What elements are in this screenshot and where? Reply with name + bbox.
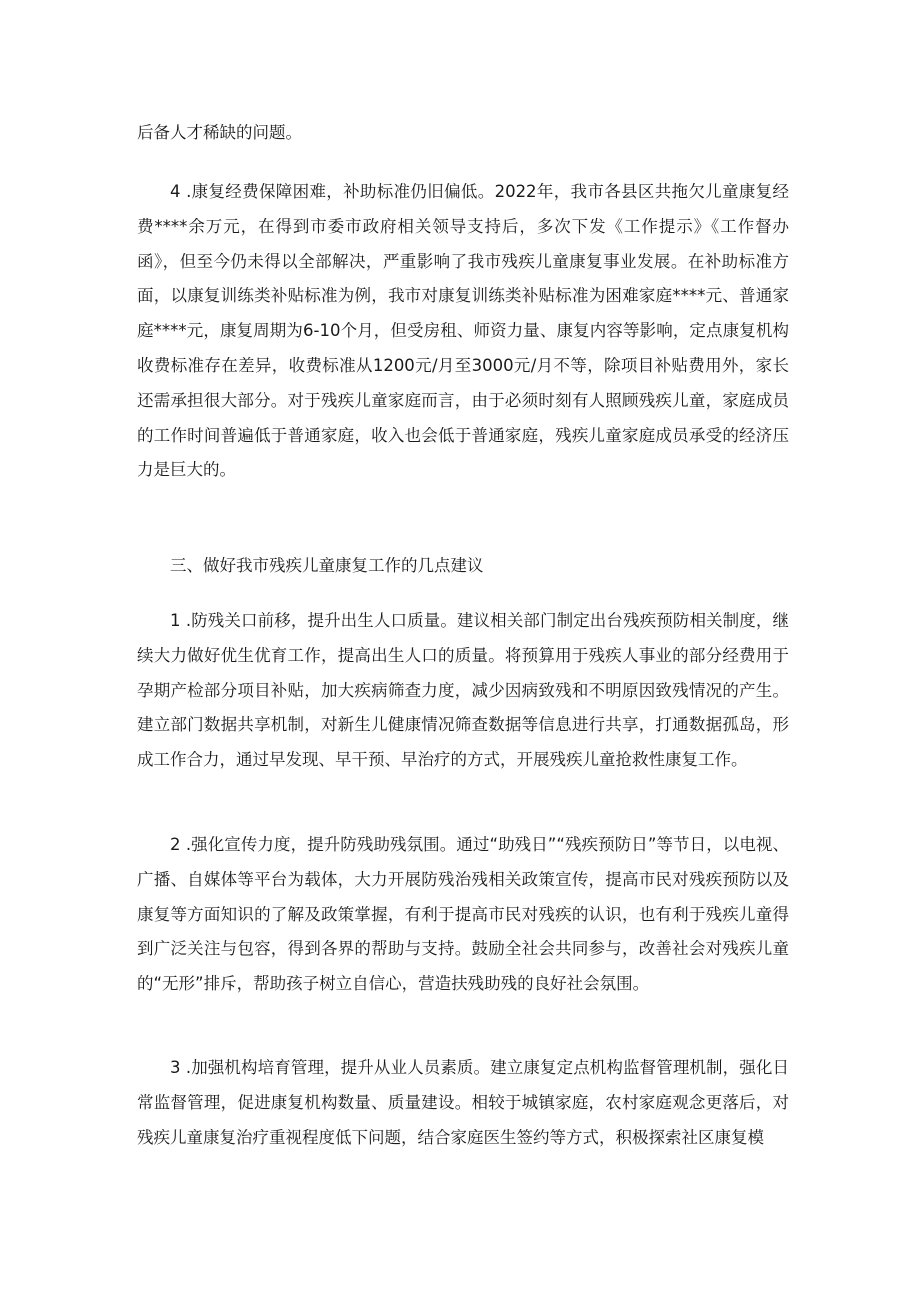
paragraph-1: 后备人才稀缺的问题。 <box>137 123 302 142</box>
paragraph-6: 3 .加强机构培育管理，提升从业人员素质。建立康复定点机构监督管理机制，强化日常监督管理，促进康复机构数量、质量建设。相较于城镇家庭，农村家庭观念更落后，对残疾儿童康复治疗重视程度低下问题，结合家庭医生签约等方式，积极探索社区康复模 <box>137 1058 789 1147</box>
paragraph-2: 4 .康复经费保障困难，补助标准仍旧偏低。2022年，我市各县区共拖欠儿童康复经费****余万元，在得到市委市政府相关领导支持后，多次下发《工作提示》《工作督办函》，但至今仍未得以全部解决，严重影响了我市残疾儿童康复事业发展。在补助标准方面，以康复训练类补贴标准为例，我市对康复训练类补贴标准为困难家庭****元、普通家庭****元，康复周期为6-10个月，但受房租、师资力量、康复内容等影响，定点康复机构收费标准存在差异，收费标准从1200元/月至3000元/月不等，除项目补贴费用外，家长还需承担很大部分。对于残疾儿童家庭而言，由于必须时刻有人照顾残疾儿童，家庭成员的工作时间普遍低于普通家庭，收入也会低于普通家庭，残疾儿童家庭成员承受的经济压力是巨大的。 <box>137 182 789 480</box>
paragraph-institutions <box>137 1051 789 1155</box>
paragraph-prevention <box>137 604 789 778</box>
paragraph-4: 1 .防残关口前移，提升出生人口质量。建议相关部门制定出台残疾预防相关制度，继续大力做好优生优育工作，提高出生人口的质量。将预算用于残疾人事业的部分经费用于孕期产检部分项目补贴，加大疾病筛查力度，减少因病致残和不明原因致残情况的产生。建立部门数据共享机制，对新生儿健康情况筛查数据等信息进行共享，打通数据孤岛，形成工作合力，通过早发现、早干预、早治疗的方式，开展残疾儿童抢救性康复工作。 <box>137 611 789 770</box>
paragraph-publicity <box>137 828 789 1002</box>
paragraph-funding <box>137 175 789 488</box>
paragraph-continuation <box>137 116 789 151</box>
section-title: 三、做好我市残疾儿童康复工作的几点建议 <box>170 556 484 575</box>
paragraph-5: 2 .强化宣传力度，提升防残助残氛围。通过“助残日”“残疾预防日”等节日，以电视、广播、自媒体等平台为载体，大力开展防残治残相关政策宣传，提高市民对残疾预防以及康复等方面知识的了解及政策掌握，有利于提高市民对残疾的认识，也有利于残疾儿童得到广泛关注与包容，得到各界的帮助与支持。鼓励全社会共同参与，改善社会对残疾儿童的“无形”排斥，帮助孩子树立自信心，营造扶残助残的良好社会氛围。 <box>137 835 789 994</box>
section-heading <box>137 549 789 584</box>
